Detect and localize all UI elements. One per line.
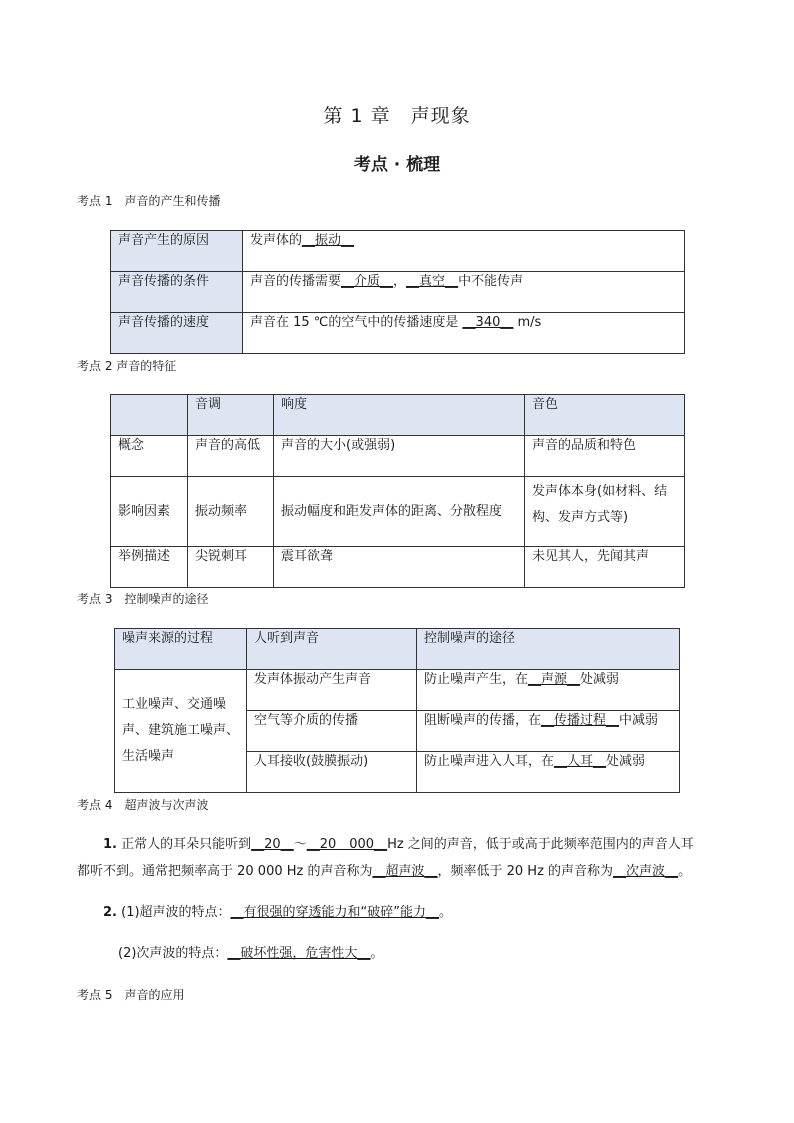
- section-heading-5: 考点 5 声音的应用: [77, 988, 185, 1002]
- section-heading-4: 考点 4 超声波与次声波: [77, 798, 209, 812]
- table1-label: 声音传播的速度: [111, 313, 243, 354]
- table3-cell: 防止噪声进入人耳，在__人耳__处减弱: [417, 752, 680, 793]
- table3-header: 控制噪声的途径: [417, 629, 680, 670]
- section-heading-3: 考点 3 控制噪声的途径: [77, 592, 209, 606]
- question-1-line-1: 1. 正常人的耳朵只能听到__20__～__20 000__Hz 之间的声音，低于或高于此频率范围内的声音人耳: [103, 837, 694, 852]
- question-2-part-2: (2)次声波的特点：__破坏性强，危害性大__。: [118, 946, 384, 961]
- table3-stage: 发声体振动产生声音: [247, 670, 417, 711]
- table2-cell: 概念: [111, 436, 188, 477]
- table3-noise-source: 工业噪声、交通噪声、建筑施工噪声、生活噪声: [115, 670, 247, 793]
- table3-cell: 防止噪声产生，在__声源__处减弱: [417, 670, 680, 711]
- table2-header: [111, 395, 188, 436]
- table2-cell: 声音的大小(或强弱): [274, 436, 525, 477]
- table2-cell: 尖锐刺耳: [188, 547, 274, 588]
- section-heading-1: 考点 1 声音的产生和传播: [77, 194, 221, 208]
- chapter-title: 第 1 章 声现象: [323, 105, 471, 127]
- table2-cell: 震耳欲聋: [274, 547, 525, 588]
- table2-cell: 振动幅度和距发声体的距离、分散程度: [274, 477, 525, 547]
- table-noise-control: [114, 628, 680, 793]
- table2-header: 音调: [188, 395, 274, 436]
- table3-header: 人听到声音: [247, 629, 417, 670]
- table2-cell: 声音的品质和特色: [525, 436, 685, 477]
- table2-header: 音色: [525, 395, 685, 436]
- table-sound-characteristics: [110, 394, 685, 588]
- table1-cell: 声音在 15 ℃的空气中的传播速度是 __340__ m/s: [243, 313, 685, 354]
- table1-label: 声音传播的条件: [111, 272, 243, 313]
- table2-cell: 声音的高低: [188, 436, 274, 477]
- table2-cell: 发声体本身(如材料、结构、发声方式等): [525, 477, 685, 547]
- table1-cell: 发声体的__振动__: [243, 231, 685, 272]
- table1-label: 声音产生的原因: [111, 231, 243, 272]
- section-heading-2: 考点 2 声音的特征: [77, 359, 177, 373]
- table2-cell: 未见其人，先闻其声: [525, 547, 685, 588]
- table3-stage: 人耳接收(鼓膜振动): [247, 752, 417, 793]
- table3-header: 噪声来源的过程: [115, 629, 247, 670]
- table2-header: 响度: [274, 395, 525, 436]
- section-subtitle: 考点 · 梳理: [353, 155, 441, 175]
- question-1-line-2: 都听不到。通常把频率高于 20 000 Hz 的声音称为__超声波__，频率低于 20 Hz 的声音称为__次声波__。: [77, 864, 692, 879]
- table2-cell: 振动频率: [188, 477, 274, 547]
- table1-cell: 声音的传播需要__介质__，__真空__中不能传声: [243, 272, 685, 313]
- table2-cell: 影响因素: [111, 477, 188, 547]
- table2-cell: 举例描述: [111, 547, 188, 588]
- question-2-part-1: 2. (1)超声波的特点：__有很强的穿透能力和“破碎”能力__。: [103, 905, 453, 920]
- table3-cell: 阻断噪声的传播，在__传播过程__中减弱: [417, 711, 680, 752]
- table3-stage: 空气等介质的传播: [247, 711, 417, 752]
- table-sound-production: [110, 230, 685, 354]
